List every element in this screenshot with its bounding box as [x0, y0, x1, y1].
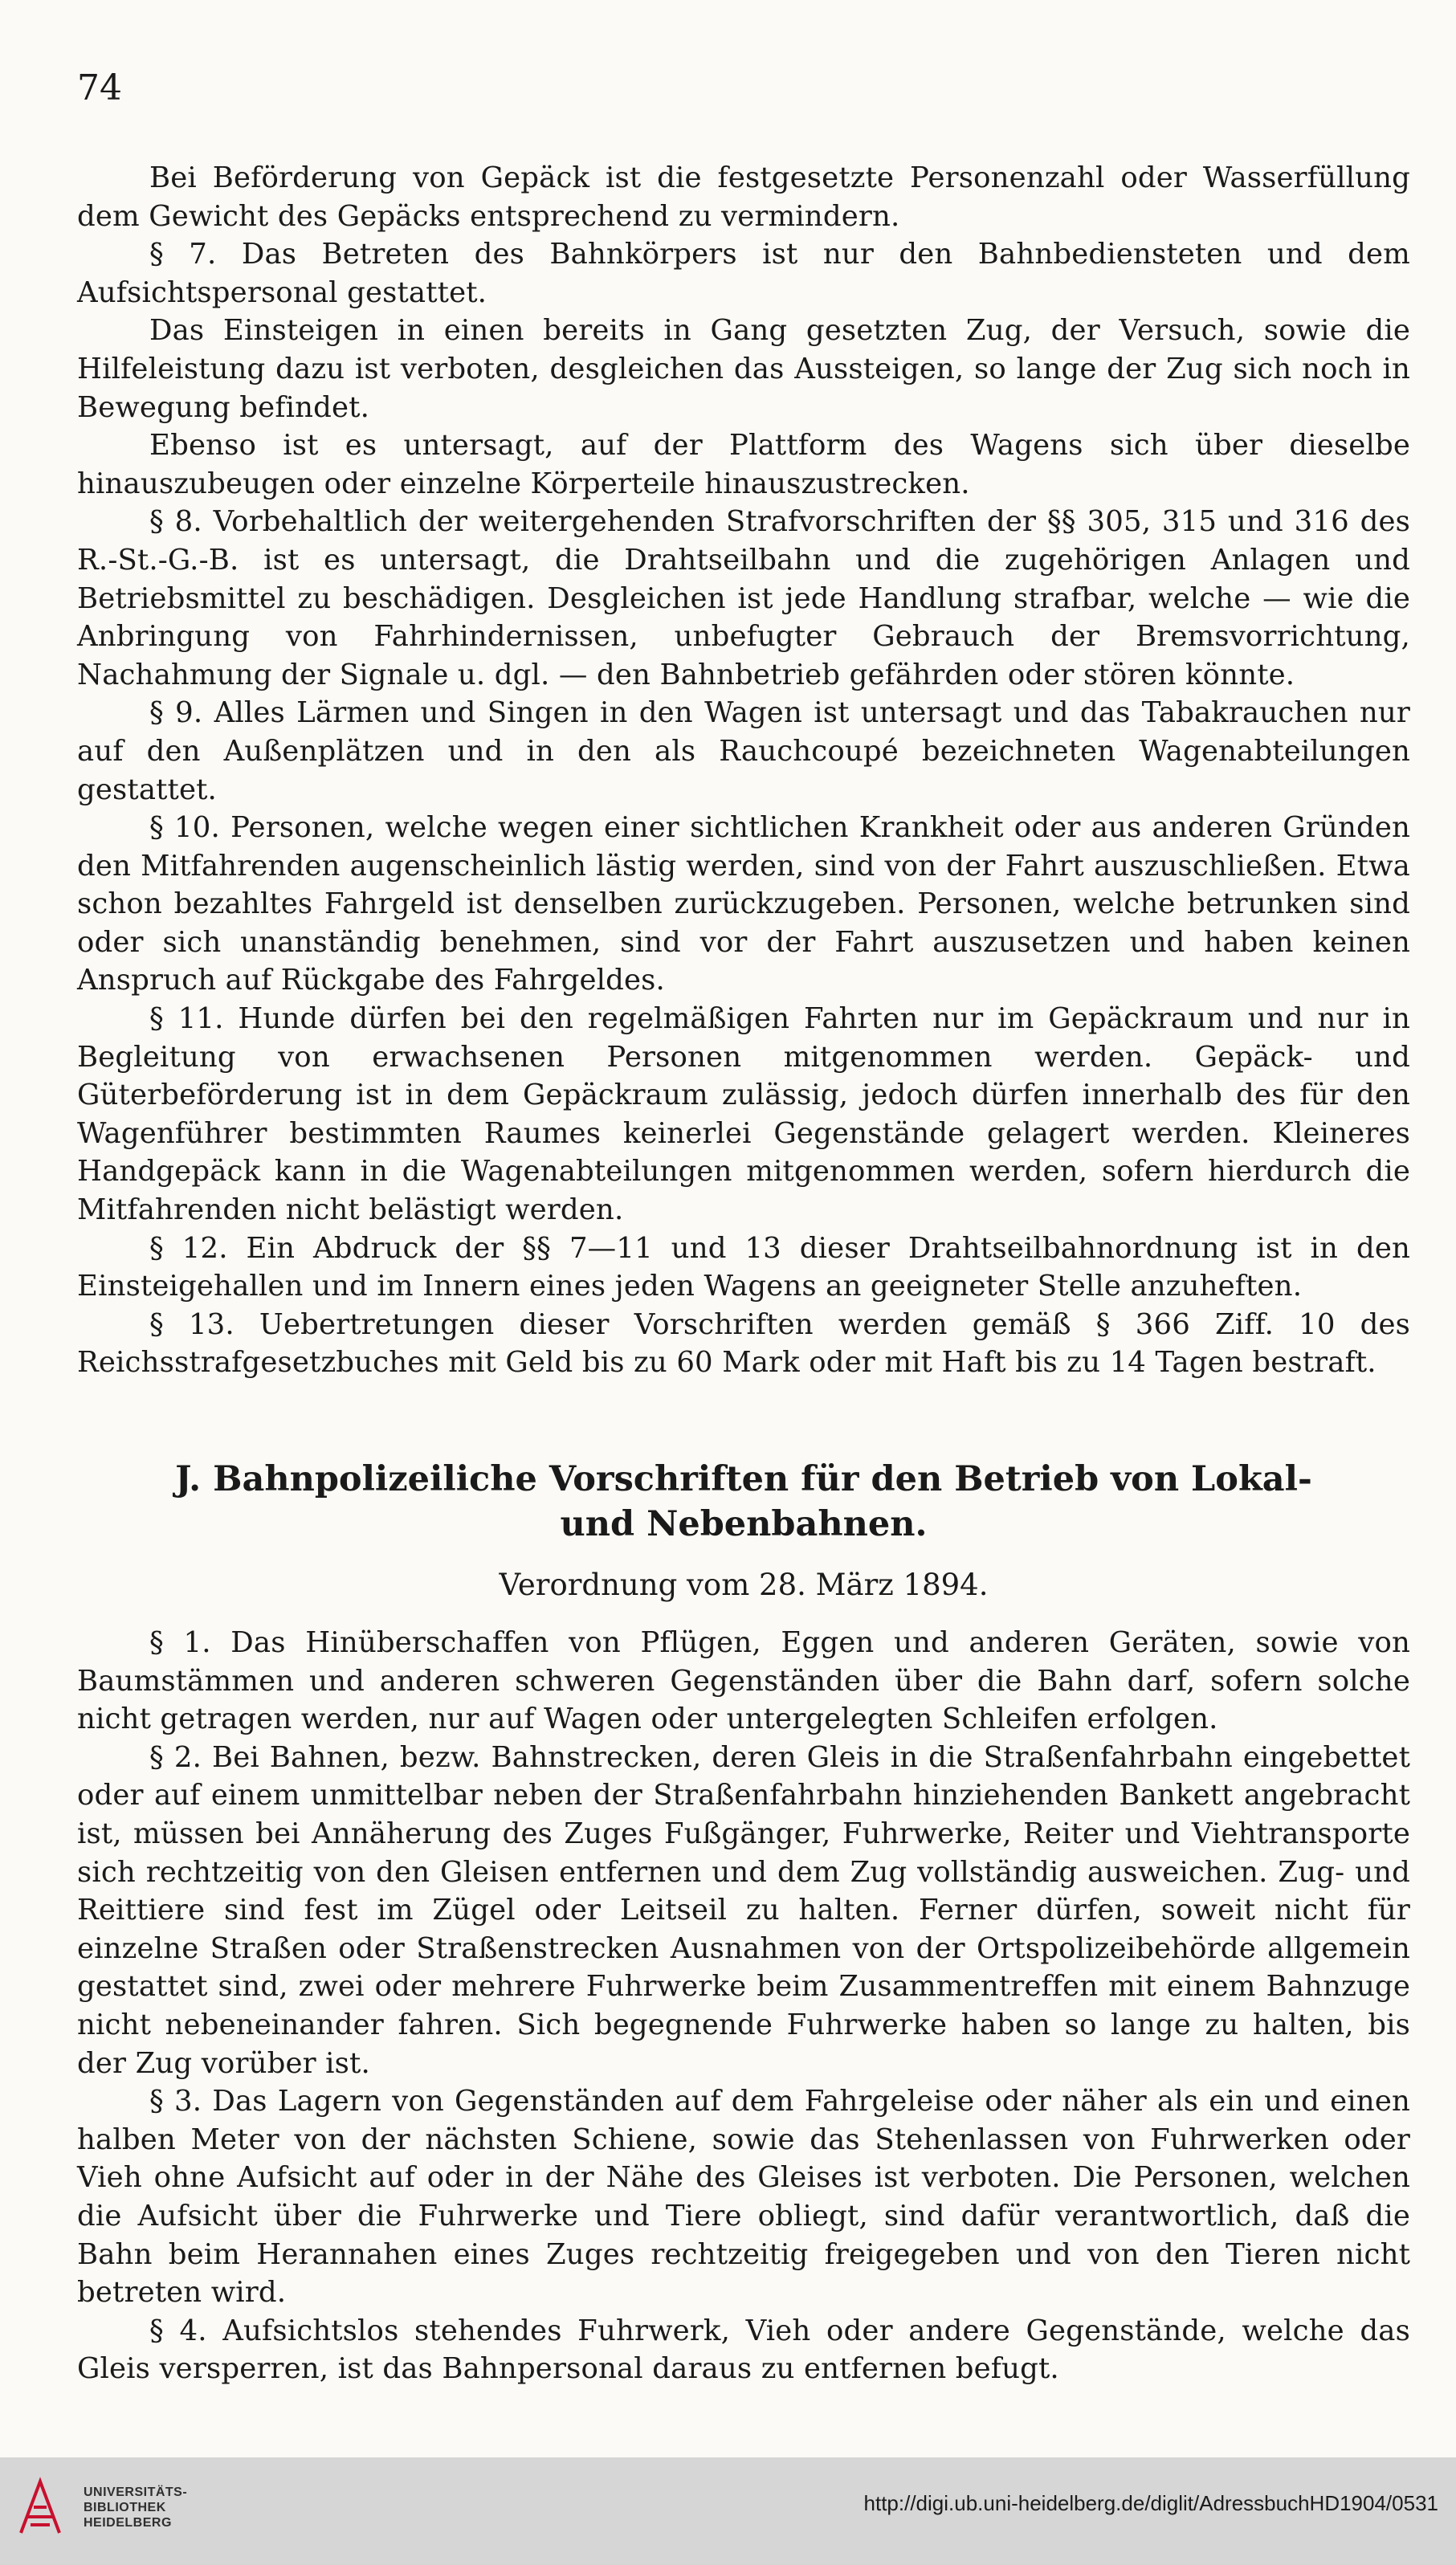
paragraph-section-9: § 9. Alles Lärmen und Singen in den Wagen ist untersagt und das Tabakrauchen nur auf den Außenplätzen und in den als Rauchcoupé bezeichneten Wagenabteilungen gestattet. [77, 696, 1410, 806]
paragraph-baggage: Bei Beförderung von Gepäck ist die festgesetzte Personenzahl oder Wasserfüllung dem Gewicht des Gepäcks entsprechend zu vermindern. [77, 161, 1410, 233]
library-name-line1: UNIVERSITÄTS- [84, 2485, 188, 2499]
university-library-logo-icon [16, 2475, 64, 2538]
paragraph-section-8: § 8. Vorbehaltlich der weitergehenden Strafvorschriften der §§ 305, 315 und 316 des R.-St.-G.-B. ist es untersagt, die Drahtseilbahn und die zugehörigen Anlagen und Betriebsmittel zu beschädigen. Desgleichen ist jede Handlung strafbar, welche — wie die Anbringung von Fahrhindernissen, unbefugter Gebrauch der Bremsvorrichtung, Nachahmung der Signale u. dgl. — den Bahnbetrieb gefährden oder stören könnte. [77, 505, 1410, 691]
paragraph-section-10: § 10. Personen, welche wegen einer sichtlichen Krankheit oder aus anderen Gründen den Mitfahrenden augenscheinlich lästig werden, sind von der Fahrt auszuschließen. Etwa schon bezahltes Fahrgeld ist denselben zurückzugeben. Personen, welche betrunken sind oder sich unanständig benehmen, sind vor der Fahrt auszusetzen und haben keinen Anspruch auf Rückgabe des Fahrgeldes. [77, 811, 1410, 997]
section-j-heading [77, 1457, 1410, 1547]
section-j-heading-line1: J. Bahnpolizeiliche Vorschriften für den Betrieb von Lokal- [175, 1459, 1312, 1499]
page-number: 74 [77, 67, 122, 108]
paragraph-j-section-1: § 1. Das Hinüberschaffen von Pflügen, Eggen und anderen Geräten, sowie von Baumstämmen und anderen schweren Gegenständen über die Bahn darf, sofern solche nicht getragen werden, nur auf Wagen oder untergelegten Schleifen erfolgen. [77, 1626, 1410, 1736]
paragraph-section-13: § 13. Uebertretungen dieser Vorschriften werden gemäß § 366 Ziff. 10 des Reichsstrafgesetzbuches mit Geld bis zu 60 Mark oder mit Haft bis zu 14 Tagen bestraft. [77, 1307, 1410, 1380]
paragraph-j-section-2: § 2. Bei Bahnen, bezw. Bahnstrecken, deren Gleis in die Straßenfahrbahn eingebettet oder auf einem unmittelbar neben der Straßenfahrbahn hinziehenden Bankett angebracht ist, müssen bei Annäherung des Zuges Fußgänger, Fuhrwerke, Reiter und Viehtransporte sich rechtzeitig von den Gleisen entfernen und dem Zug vollständig ausweichen. Zug- und Reittiere sind fest im Zügel oder Leitseil zu halten. Ferner dürfen, soweit nicht für einzelne Straßen oder Straßenstrecken Ausnahmen von der Ortspolizeibehörde allgemein gestattet sind, zwei oder mehrere Fuhrwerke beim Zusammentreffen mit einem Bahnzuge nicht nebeneinander fahren. Sich begegnende Fuhrwerke haben so lange zu halten, bis der Zug vorüber ist. [77, 1740, 1410, 2080]
library-name [84, 2485, 187, 2530]
section-j-text [77, 1624, 1410, 2388]
paragraph-boarding: Das Einsteigen in einen bereits in Gang gesetzten Zug, der Versuch, sowie die Hilfeleistung dazu ist verboten, desgleichen das Aussteigen, so lange der Zug sich noch in Bewegung befindet. [77, 314, 1410, 424]
section-j-subheading: Verordnung vom 28. März 1894. [499, 1568, 989, 1602]
section-j-heading-line2: und Nebenbahnen. [560, 1504, 928, 1544]
paragraph-section-7: § 7. Das Betreten des Bahnkörpers ist nur den Bahnbediensteten und dem Aufsichtspersonal gestattet. [77, 238, 1410, 309]
library-name-line3: HEIDELBERG [84, 2516, 172, 2530]
paragraph-j-section-4: § 4. Aufsichtslos stehendes Fuhrwerk, Vieh oder andere Gegenstände, welche das Gleis versperren, ist das Bahnpersonal daraus zu entfernen befugt. [77, 2314, 1410, 2386]
paragraph-section-12: § 12. Ein Abdruck der §§ 7—11 und 13 dieser Drahtseilbahnordnung ist in den Einsteigehallen und im Innern eines jeden Wagens an geeigneter Stelle anzuheften. [77, 1231, 1410, 1303]
library-name-line2: BIBLIOTHEK [84, 2501, 166, 2514]
paragraph-section-11: § 11. Hunde dürfen bei den regelmäßigen Fahrten nur im Gepäckraum und nur in Begleitung von erwachsenen Personen mitgenommen werden. Gepäck- und Güterbeförderung ist in dem Gepäckraum zulässig, jedoch dürfen innerhalb des für den Wagenführer bestimmten Raumes keinerlei Gegenstände gelagert werden. Kleineres Handgepäck kann in die Wagenabteilungen mitgenommen werden, sofern hierdurch die Mitfahrenden nicht belästigt werden. [77, 1002, 1410, 1227]
source-url-link[interactable]: http://digi.ub.uni-heidelberg.de/diglit/AdressbuchHD1904/0531 [863, 2491, 1438, 2515]
paragraph-platform: Ebenso ist es untersagt, auf der Plattform des Wagens sich über dieselbe hinauszubeugen oder einzelne Körperteile hinauszustrecken. [77, 429, 1410, 500]
paragraph-j-section-3: § 3. Das Lagern von Gegenständen auf dem Fahrgeleise oder näher als ein und einen halben Meter von der nächsten Schiene, sowie das Stehenlassen von Fuhrwerken oder Vieh ohne Aufsicht auf oder in der Nähe des Gleises ist verboten. Die Personen, welchen die Aufsicht über die Fuhrwerke und Tiere obliegt, sind dafür verantwortlich, daß die Bahn beim Herannahen eines Zuges rechtzeitig freigegeben und von den Tieren nicht betreten wird. [77, 2085, 1410, 2310]
section-top-text [77, 159, 1410, 1382]
